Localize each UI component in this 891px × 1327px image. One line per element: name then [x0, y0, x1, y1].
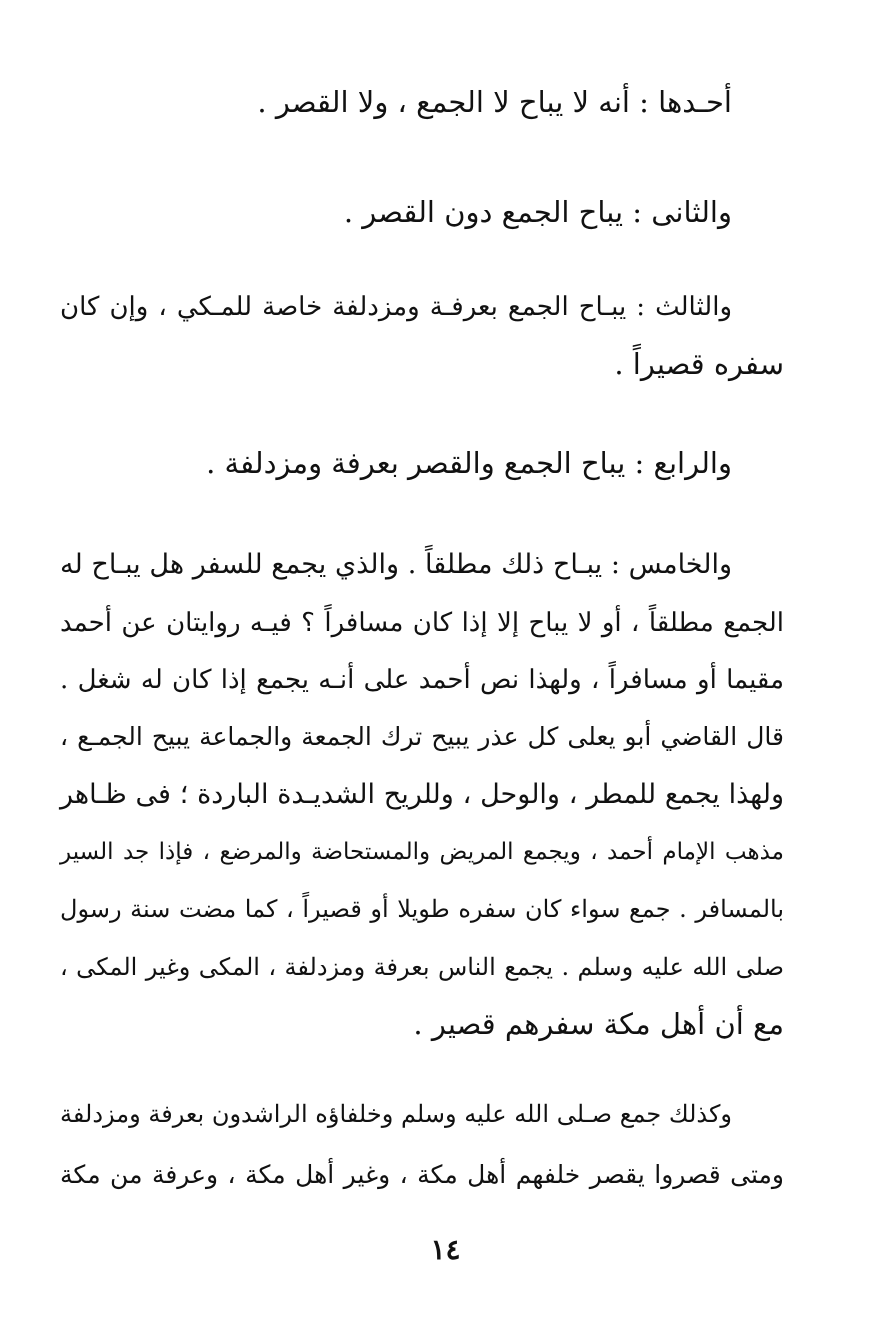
- page-number: ١٤: [430, 1233, 461, 1266]
- text-line-10: ولهذا يجمع للمطر ، والوحل ، وللريح الشديـدة الباردة ؛ فى ظـاهر: [60, 779, 784, 810]
- text-line-16: ومتى قصروا يقصر خلفهم أهل مكة ، وغير أهل مكة ، وعرفة من مكة: [60, 1160, 784, 1189]
- text-line-9: قال القاضي أبو يعلى كل عذر يبيح ترك الجمعة والجماعة يبيح الجمـع ،: [60, 722, 784, 751]
- text-line-14: مع أن أهل مكة سفرهم قصير .: [413, 1007, 784, 1041]
- text-line-15: وكذلك جمع صـلى الله عليه وسلم وخلفاؤه الراشدون بعرفة ومزدلفة: [60, 1100, 732, 1128]
- text-line-11: مذهب الإمام أحمد ، ويجمع المريض والمستحاضة والمرضع ، فإذا جد السير: [60, 839, 784, 865]
- text-line-8: مقيما أو مسافراً ، ولهذا نص أحمد على أنـه يجمع إذا كان له شغل .: [60, 665, 784, 695]
- text-line-12: بالمسافر . جمع سواء كان سفره طويلا أو قصيراً ، كما مضت سنة رسول: [60, 895, 784, 923]
- text-line-4: سفره قصيراً .: [614, 347, 784, 381]
- text-line-5: والرابع : يباح الجمع والقصر بعرفة ومزدلفة .: [206, 446, 732, 480]
- text-line-6: والخامس : يبـاح ذلك مطلقاً . والذي يجمع للسفر هل يبـاح له: [60, 549, 732, 580]
- text-line-3: والثالث : يبـاح الجمع بعرفـة ومزدلفة خاصة للمـكي ، وإن كان: [60, 292, 732, 322]
- document-page: [60, 0, 784, 1327]
- text-line-2: والثانى : يباح الجمع دون القصر .: [343, 195, 732, 229]
- text-line-7: الجمع مطلقاً ، أو لا يباح إلا إذا كان مسافراً ؟ فيـه روايتان عن أحمد: [60, 608, 784, 638]
- text-line-13: صلى الله عليه وسلم . يجمع الناس بعرفة ومزدلفة ، المكى وغير المكى ،: [60, 953, 784, 981]
- text-line-1: أحـدها : أنه لا يباح لا الجمع ، ولا القصر .: [257, 85, 732, 119]
